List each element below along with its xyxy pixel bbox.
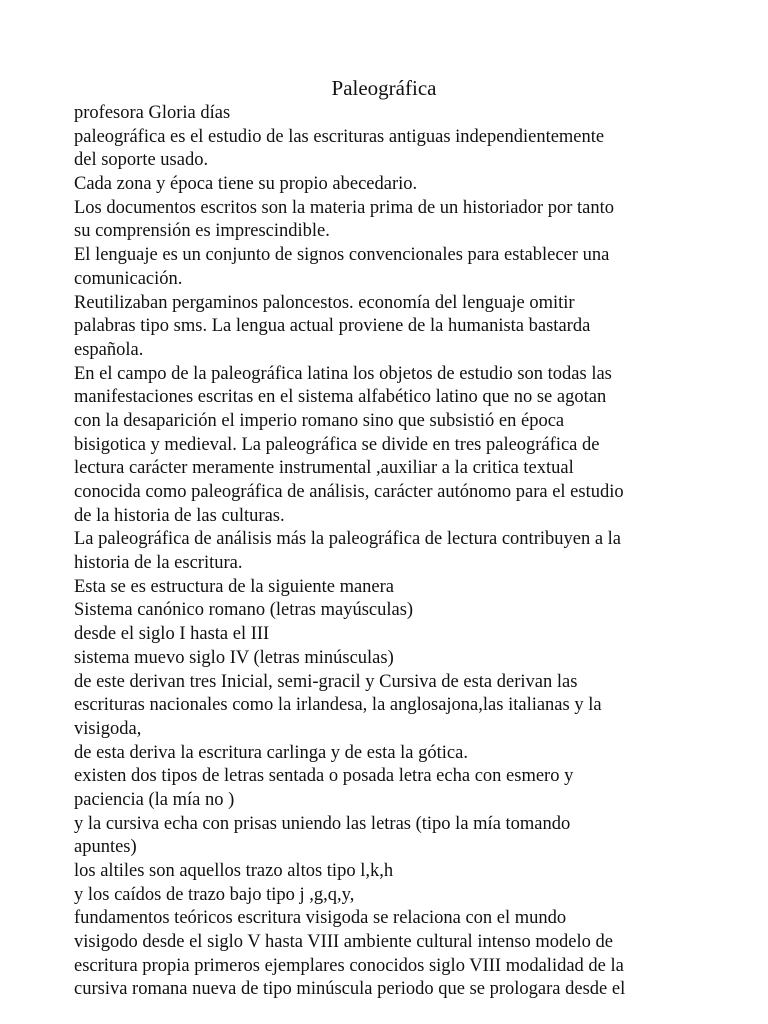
text-line: de este derivan tres Inicial, semi-gracil y Cursiva de esta derivan las: [74, 671, 578, 692]
text-line: comunicación.: [74, 268, 183, 289]
document-title: Paleográfica: [331, 76, 437, 100]
text-line: paleográfica es el estudio de las escrituras antiguas independientemente: [74, 126, 605, 147]
text-line: escritura propia primeros ejemplares conocidos siglo VIII modalidad de la: [74, 955, 624, 976]
document-body: [74, 102, 714, 1002]
text-line: existen dos tipos de letras sentada o posada letra echa con esmero y: [74, 766, 574, 787]
text-line: Esta se es estructura de la siguiente manera: [74, 576, 395, 597]
text-line: los altiles son aquellos trazo altos tipo l,k,h: [74, 861, 394, 881]
text-line: manifestaciones escritas en el sistema alfabético latino que no se agotan: [74, 387, 607, 408]
text-line: su comprensión es imprescindible.: [74, 221, 330, 242]
text-line: Cada zona y época tiene su propio abecedario.: [74, 174, 418, 195]
text-line: de la historia de las culturas.: [74, 505, 285, 526]
text-line: de esta deriva la escritura carlinga y de esta la gótica.: [74, 742, 468, 763]
text-line: cursiva romana nueva de tipo minúscula periodo que se prologara desde el: [74, 979, 626, 1000]
text-line: La paleográfica de análisis más la paleográfica de lectura contribuyen a la: [74, 529, 622, 550]
text-line: paciencia (la mía no ): [74, 789, 235, 810]
text-line: sistema muevo siglo IV (letras minúsculas): [74, 647, 394, 668]
text-line: visigoda,: [74, 718, 142, 739]
text-line: El lenguaje es un conjunto de signos convencionales para establecer una: [74, 245, 610, 266]
text-line: fundamentos teóricos escritura visigoda se relaciona con el mundo: [74, 908, 567, 929]
text-line: lectura carácter meramente instrumental ,auxiliar a la critica textual: [74, 458, 574, 479]
text-line: Sistema canónico romano (letras mayúsculas): [74, 600, 414, 621]
text-line: Reutilizaban pergaminos paloncestos. economía del lenguaje omitir: [74, 292, 575, 313]
text-line: historia de la escritura.: [74, 553, 243, 574]
text-line: bisigotica y medieval. La paleográfica se divide en tres paleográfica de: [74, 434, 600, 455]
text-line: y los caídos de trazo bajo tipo j ,g,q,y,: [74, 884, 355, 905]
text-line: escrituras nacionales como la irlandesa, la anglosajona,las italianas y la: [74, 695, 602, 716]
text-line: con la desaparición el imperio romano sino que subsistió en época: [74, 410, 565, 431]
text-line: apuntes): [74, 837, 137, 858]
text-line: palabras tipo sms. La lengua actual proviene de la humanista bastarda: [74, 316, 591, 337]
text-line: del soporte usado.: [74, 150, 209, 171]
text-line: y la cursiva echa con prisas uniendo las letras (tipo la mía tomando: [74, 813, 571, 834]
text-line: desde el siglo I hasta el III: [74, 624, 270, 645]
text-line: española.: [74, 339, 144, 360]
text-line: En el campo de la paleográfica latina los objetos de estudio son todas las: [74, 363, 612, 384]
text-line: conocida como paleográfica de análisis, carácter autónomo para el estudio: [74, 482, 624, 502]
text-line: visigodo desde el siglo V hasta VIII ambiente cultural intenso modelo de: [74, 932, 613, 953]
text-line: profesora Gloria días: [74, 103, 231, 123]
text-line: Los documentos escritos son la materia prima de un historiador por tanto: [74, 197, 614, 218]
